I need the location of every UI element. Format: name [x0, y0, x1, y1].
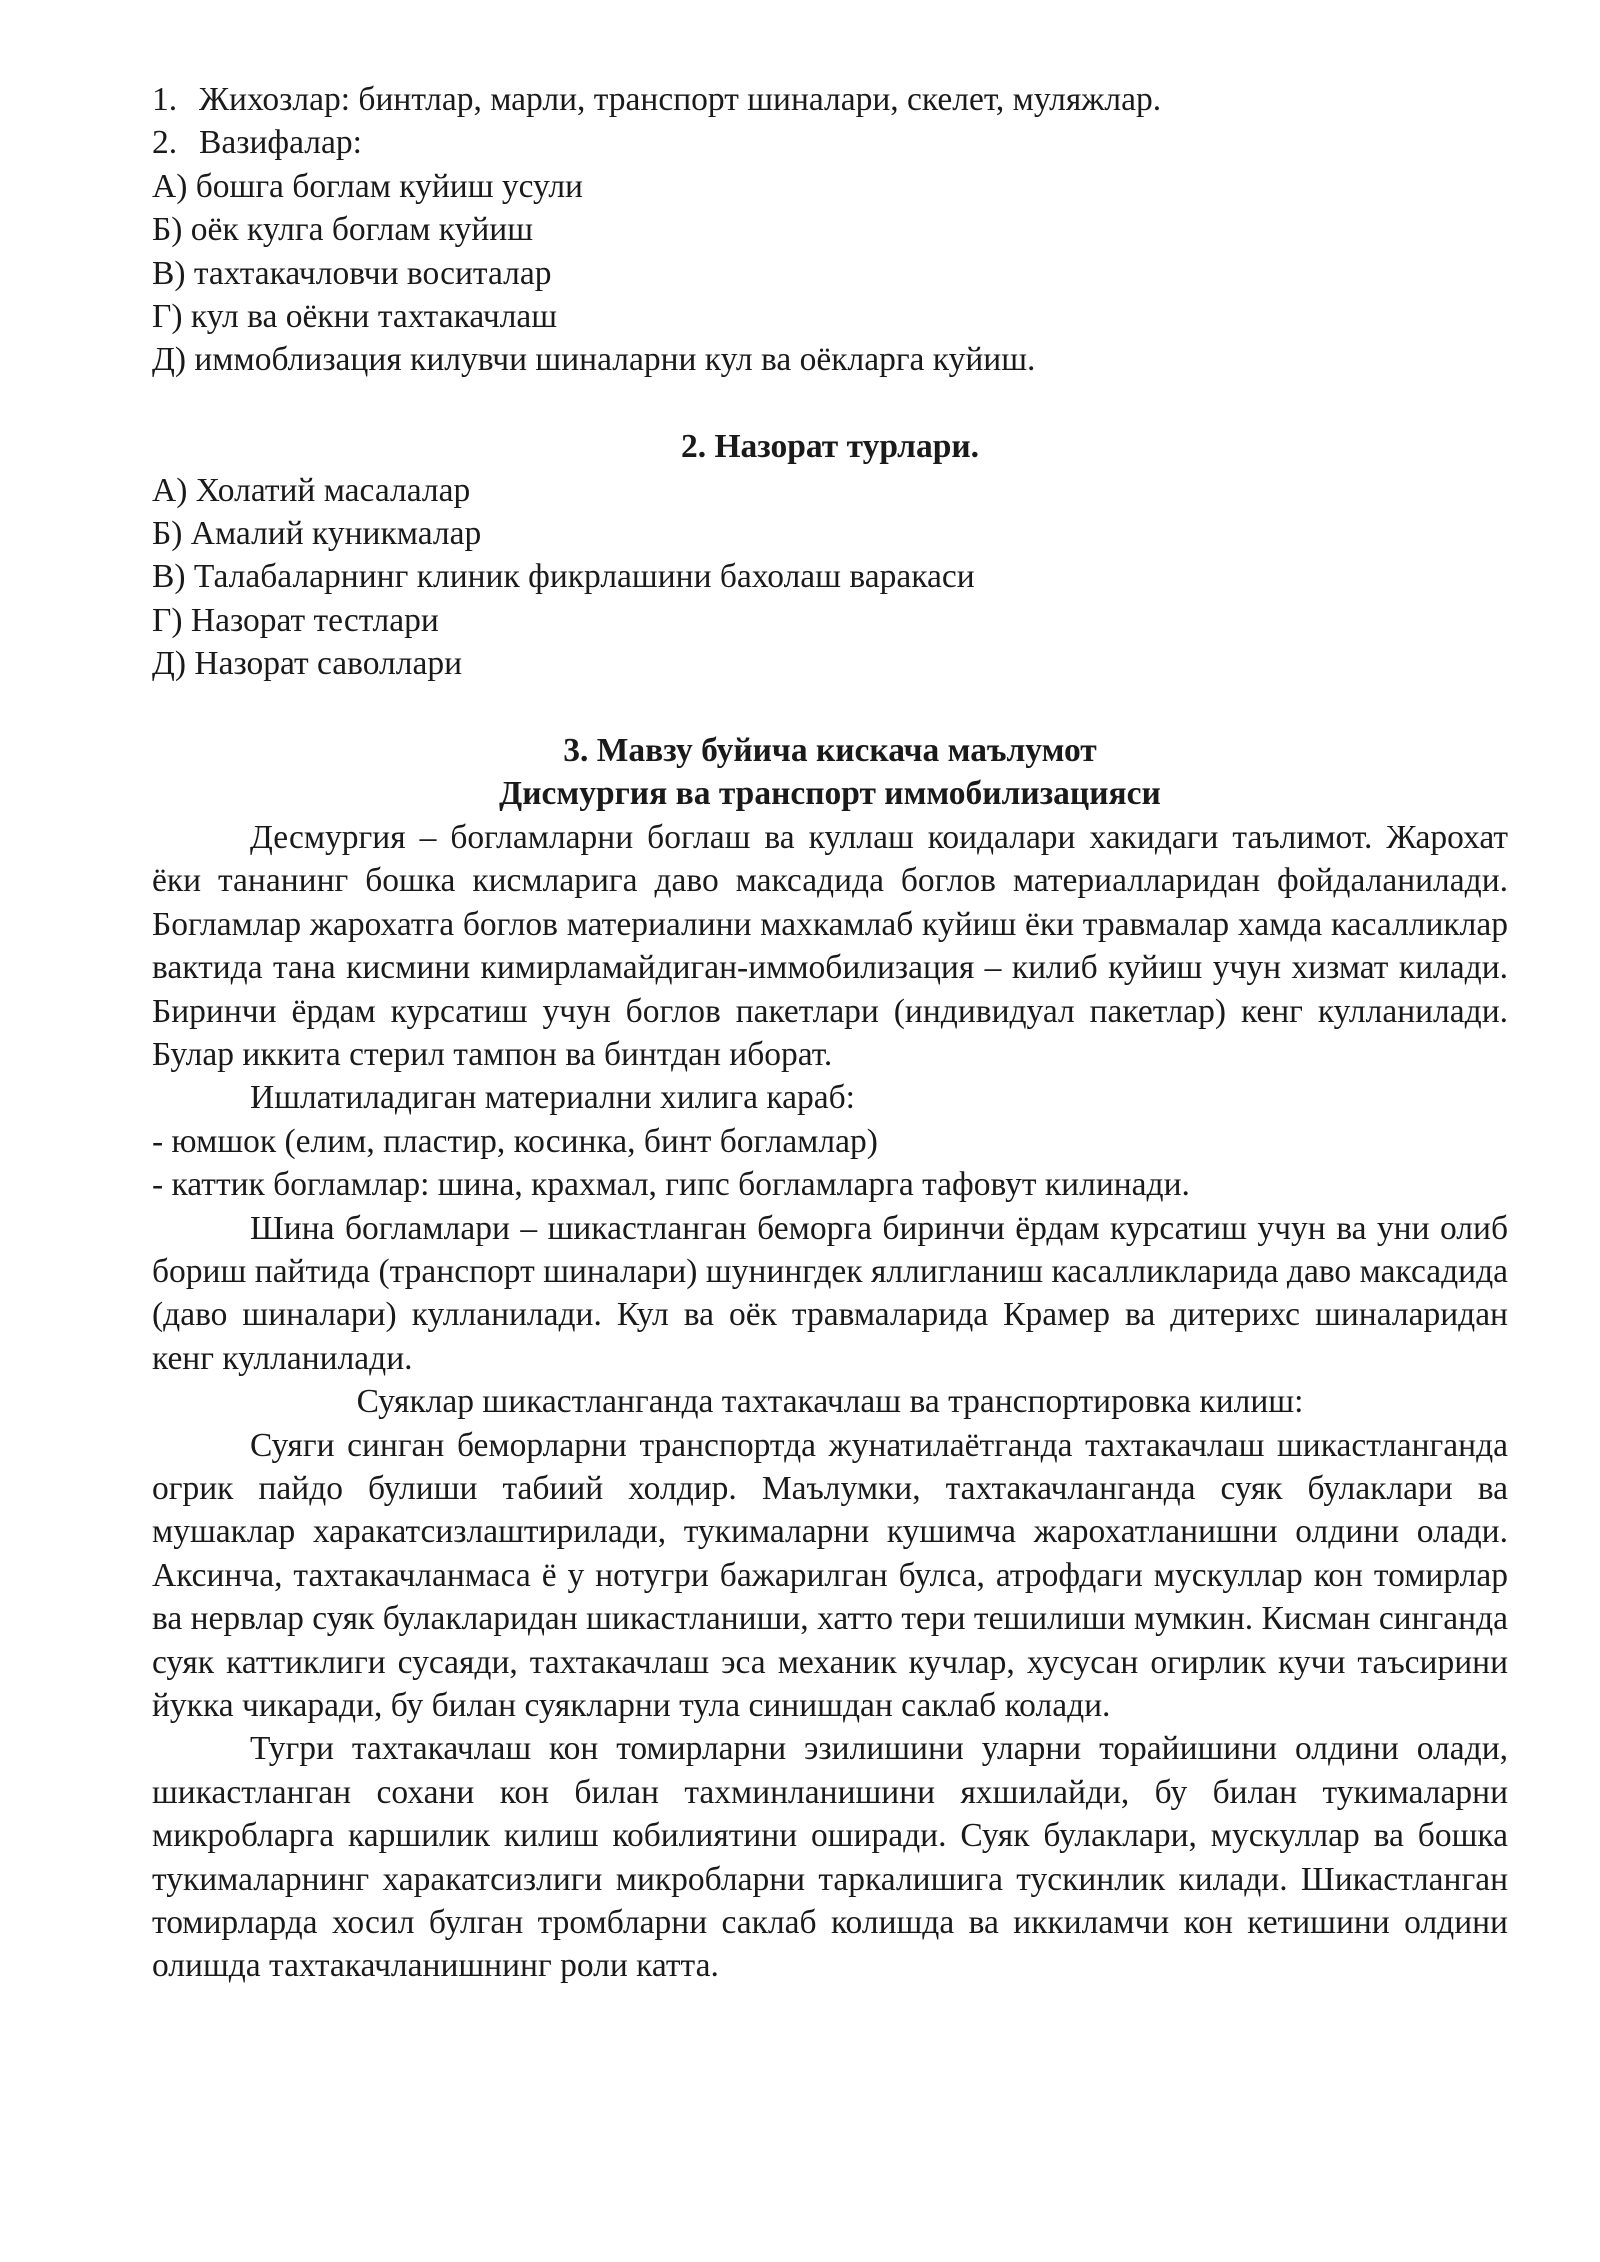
control-type-item: В) Талабаларнинг клиник фикрлашини бахолаш варакаси [152, 558, 975, 596]
task-item: Г) кул ва оёкни тахтакачлаш [152, 298, 558, 336]
spacer [152, 686, 1508, 729]
section-3-subheading: Дисмургия ва транспорт иммобилизацияси [499, 775, 1161, 813]
task-item: А) бошга боглам куйиш усули [152, 167, 583, 205]
list-number: 1. [152, 81, 178, 118]
control-type-item: Б) Амалий куникмалар [152, 515, 482, 553]
control-type-item: Д) Назорат саволлари [152, 645, 463, 683]
list-item-text: Вазифалар: [199, 124, 362, 162]
paragraph-splints: Шина богламлари – шикастланган беморга биринчи ёрдам курсатиш учун ва уни олиб бориш пайтида (транспорт шиналари) шунингдек яллигланиш касалликларида даво максадида (даво шиналари) кулланилади. Кул ва оёк травмаларида Крамер ва дитерихс шиналаридан кенг кулланилади. [152, 1209, 1508, 1377]
task-item: Б) оёк кулга боглам куйиш [152, 211, 534, 249]
document-page [152, 78, 1508, 1988]
paragraph-materials-intro: Ишлатиладиган материални хилига караб: [250, 1079, 855, 1117]
list-item-equipment [152, 78, 1508, 121]
list-number: 2. [152, 124, 178, 162]
paragraph-subtitle: Суяклар шикастланганда тахтакачлаш ва транспортировка килиш: [356, 1383, 1304, 1421]
list-item-tasks [152, 121, 1508, 164]
bullet-hard-bandages: - каттик богламлар: шина, крахмал, гипс богламларга тафовут килинади. [152, 1166, 1190, 1204]
paragraph-immobilization: Суяги синган беморларни транспортда жунатилаётганда тахтакачлаш шикастланганда огрик пайдо булиши табиий холдир. Маълумки, тахтакачланганда суяк булаклари ва мушаклар харакатсизлаштирилади, тукималарни кушимча жарохатланишни олдини олади. Аксинча, тахтакачланмаса ё у нотугри бажарилган булса, атрофдаги мускуллар кон томирлар ва нервлар суяк булакларидан шикастланиши, хатто тери тешилиши мумкин. Кисман синганда суяк каттиклиги сусаяди, тахтакачлаш эса механик кучлар, хусусан огирлик кучи таъсирини йукка чикаради, бу билан суякларни тула синишдан саклаб колади. [152, 1426, 1508, 1724]
section-2-heading: 2. Назорат турлари. [680, 428, 980, 466]
control-type-item: Г) Назорат тестлари [152, 601, 439, 639]
paragraph-desmurgy: Десмургия – богламларни боглаш ва куллаш коидалари хакидаги таълимот. Жарохат ёки тананинг бошка кисмларига даво максадида боглов материалларидан фойдаланилади. Богламлар жарохатга боглов материалини махкамлаб куйиш ёки травмалар хамда касалликлар вактида тана кисмини кимирламайдиган-иммобилизация – килиб куйиш учун хизмат килади. Биринчи ёрдам курсатиш учун боглов пакетлари (индивидуал пакетлар) кенг кулланилади. Булар иккита стерил тампон ва бинтдан иборат. [152, 818, 1508, 1073]
section-3-heading: 3. Мавзу буйича кискача маълумот [563, 732, 1097, 770]
paragraph-correct-splinting: Тугри тахтакачлаш кон томирларни эзилишини уларни торайишини олдини олади, шикастланган сохани кон билан тахминланишини яхшилайди, бу билан тукималарни микробларга каршилик килиш кобилиятини оширади. Суяк булаклари, мускуллар ва бошка тукималарнинг харакатсизлиги микробларни таркалишига тускинлик килади. Шикастланган томирларда хосил булган тромбларни саклаб колишда ва иккиламчи кон кетишини олдини олишда тахтакачланишнинг роли катта. [152, 1730, 1508, 1985]
task-item: Д) иммоблизация килувчи шиналарни кул ва оёкларга куйиш. [152, 341, 1036, 379]
bullet-soft-bandages: - юмшок (елим, пластир, косинка, бинт богламлар) [152, 1122, 878, 1160]
list-item-text: Жихозлар: бинтлар, марли, транспорт шиналари, скелет, муляжлар. [199, 81, 1162, 118]
control-type-item: А) Холатий масалалар [152, 471, 471, 509]
task-item: В) тахтакачловчи воситалар [152, 254, 552, 292]
spacer [152, 382, 1508, 425]
